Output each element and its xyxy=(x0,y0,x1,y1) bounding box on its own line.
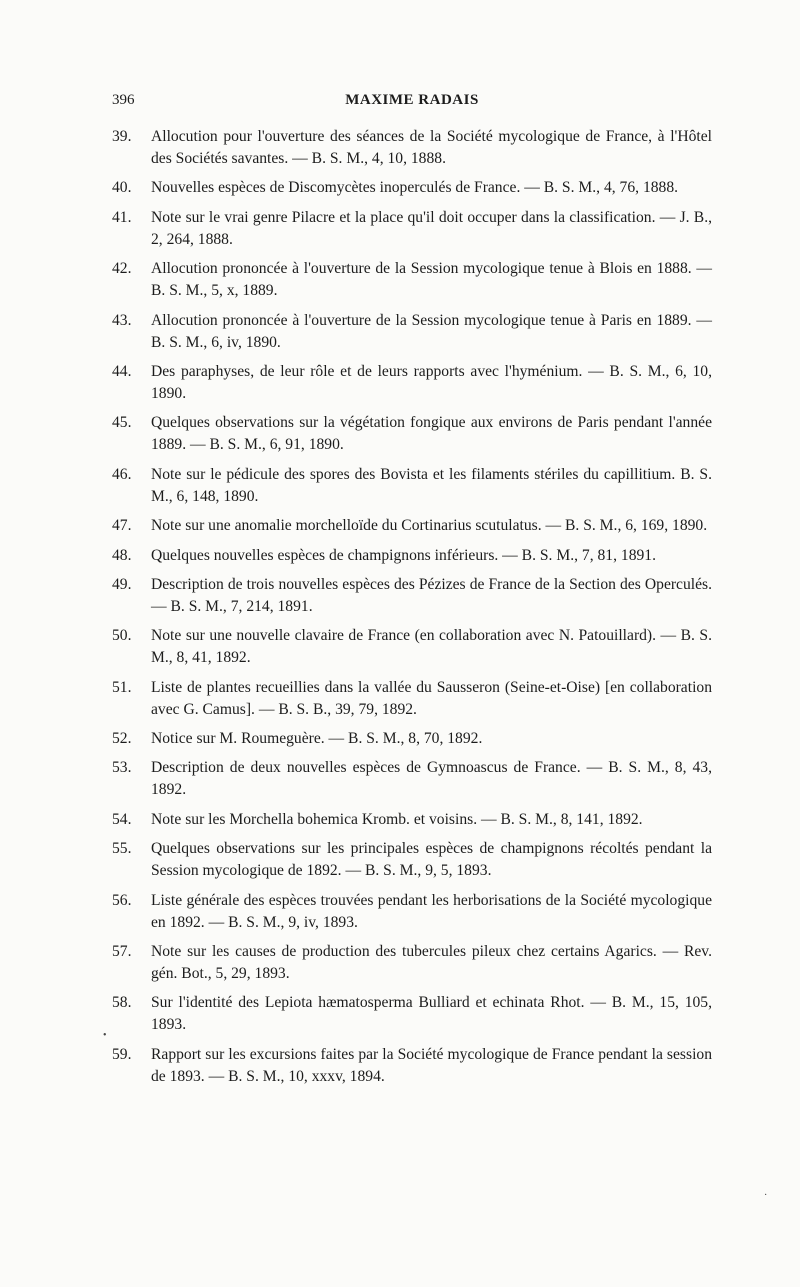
bibliography-entry xyxy=(112,941,712,985)
entry-text: Des paraphyses, de leur rôle et de leurs rapports avec l'hyménium. — B. S. M., 6, 10, 1890. xyxy=(151,362,712,402)
entry-text: Description de trois nouvelles espèces des Pézizes de France de la Section des Operculés. — B. S. M., 7, 214, 1891. xyxy=(151,575,712,615)
entry-text: Allocution prononcée à l'ouverture de la Session mycologique tenue à Blois en 1888. — B. S. M., 5, x, 1889. xyxy=(151,260,712,300)
entry-text: Allocution prononcée à l'ouverture de la Session mycologique tenue à Paris en 1889. — B. S. M., 6, iv, 1890. xyxy=(151,311,712,351)
bibliography-list xyxy=(112,126,712,1095)
bibliography-entry xyxy=(112,625,712,669)
bibliography-entry xyxy=(112,545,712,567)
entry-text: Description de deux nouvelles espèces de Gymnoascus de France. — B. S. M., 8, 43, 1892. xyxy=(151,759,712,799)
entry-number: 58. xyxy=(112,994,132,1012)
entry-number: 40. xyxy=(112,179,132,197)
bibliography-entry xyxy=(112,728,712,750)
entry-number: 39. xyxy=(112,128,132,145)
bibliography-entry xyxy=(112,838,712,882)
entry-text: Note sur les Morchella bohemica Kromb. et voisins. — B. S. M., 8, 141, 1892. xyxy=(151,810,643,828)
entry-text: Note sur le pédicule des spores des Bovista et les filaments stériles du capillitium. B. S. M., 6, 148, 1890. xyxy=(151,465,712,505)
bibliography-entry xyxy=(112,515,712,537)
entry-number: 41. xyxy=(112,208,132,226)
entry-text: Nouvelles espèces de Discomycètes inoperculés de France. — B. S. M., 4, 76, 1888. xyxy=(151,179,679,197)
entry-text: Liste de plantes recueillies dans la vallée du Sausseron (Seine-et-Oise) [en collaboration avec G. Camus]. — B. S. B., 39, 79, 1892. xyxy=(151,678,712,718)
bibliography-entry xyxy=(112,412,712,456)
entry-number: 49. xyxy=(112,575,132,593)
entry-number: 54. xyxy=(112,810,132,828)
bibliography-entry xyxy=(112,757,712,801)
entry-number: 48. xyxy=(112,546,132,564)
page-header xyxy=(112,92,712,116)
entry-text: Note sur les causes de production des tubercules pileux chez certains Agarics. — Rev. gén. Bot., 5, 29, 1893. xyxy=(151,943,712,983)
bibliography-entry xyxy=(112,809,712,831)
bibliography-entry xyxy=(112,992,712,1036)
entry-number: 47. xyxy=(112,517,132,535)
entry-text: Note sur le vrai genre Pilacre et la place qu'il doit occuper dans la classification. — J. B., 2, 264, 1888. xyxy=(151,208,712,248)
bibliography-entry xyxy=(112,464,712,508)
entry-number: 55. xyxy=(112,840,132,858)
entry-number: 43. xyxy=(112,311,132,329)
entry-text: Liste générale des espèces trouvées pendant les herborisations de la Société mycologique en 1892. — B. S. M., 9, iv, 1893. xyxy=(151,891,712,931)
entry-text: Quelques observations sur la végétation fongique aux environs de Paris pendant l'année 1889. — B. S. M., 6, 91, 1890. xyxy=(151,414,712,454)
entry-text: Allocution pour l'ouverture des séances de la Société mycologique de France, à l'Hôtel des Sociétés savantes. — B. S. M., 4, 10, 1888. xyxy=(151,128,712,167)
bibliography-entry xyxy=(112,1044,712,1088)
bibliography-entry xyxy=(112,258,712,302)
bibliography-entry xyxy=(112,890,712,934)
bibliography-entry xyxy=(112,310,712,354)
entry-text: Quelques nouvelles espèces de champignons inférieurs. — B. S. M., 7, 81, 1891. xyxy=(151,546,656,564)
bibliography-entry xyxy=(112,207,712,251)
entry-text: Notice sur M. Roumeguère. — B. S. M., 8, 70, 1892. xyxy=(151,730,483,748)
bibliography-entry xyxy=(112,574,712,618)
page-number: 396 xyxy=(112,92,135,108)
entry-number: 42. xyxy=(112,260,132,278)
entry-number: 59. xyxy=(112,1045,132,1063)
bibliography-entry xyxy=(112,126,712,170)
margin-dot-mark: · xyxy=(764,1190,768,1201)
entry-text: Note sur une nouvelle clavaire de France (en collaboration avec N. Patouillard). — B. S. M., 8, 41, 1892. xyxy=(151,627,712,667)
margin-dot-mark: • xyxy=(103,1030,107,1041)
entry-text: Note sur une anomalie morchelloïde du Cortinarius scutulatus. — B. S. M., 6, 169, 1890. xyxy=(151,517,708,535)
entry-number: 50. xyxy=(112,627,132,645)
bibliography-entry xyxy=(112,177,712,199)
entry-number: 56. xyxy=(112,891,132,909)
entry-number: 52. xyxy=(112,730,132,748)
entry-number: 46. xyxy=(112,465,132,483)
entry-number: 57. xyxy=(112,943,132,961)
entry-number: 53. xyxy=(112,759,132,777)
running-head: MAXIME RADAIS xyxy=(345,92,479,108)
entry-number: 51. xyxy=(112,678,132,696)
entry-number: 44. xyxy=(112,362,132,380)
bibliography-entry xyxy=(112,677,712,721)
entry-text: Sur l'identité des Lepiota hæmatosperma Bulliard et echinata Rhot. — B. M., 15, 105, 1893. xyxy=(151,994,712,1034)
entry-text: Rapport sur les excursions faites par la Société mycologique de France pendant la session de 1893. — B. S. M., 10, xxxv, 1894. xyxy=(151,1045,712,1085)
entry-text: Quelques observations sur les principales espèces de champignons récoltés pendant la Session mycologique de 1892. — B. S. M., 9, 5, 1893. xyxy=(151,840,712,880)
bibliography-entry xyxy=(112,361,712,405)
entry-number: 45. xyxy=(112,414,132,432)
